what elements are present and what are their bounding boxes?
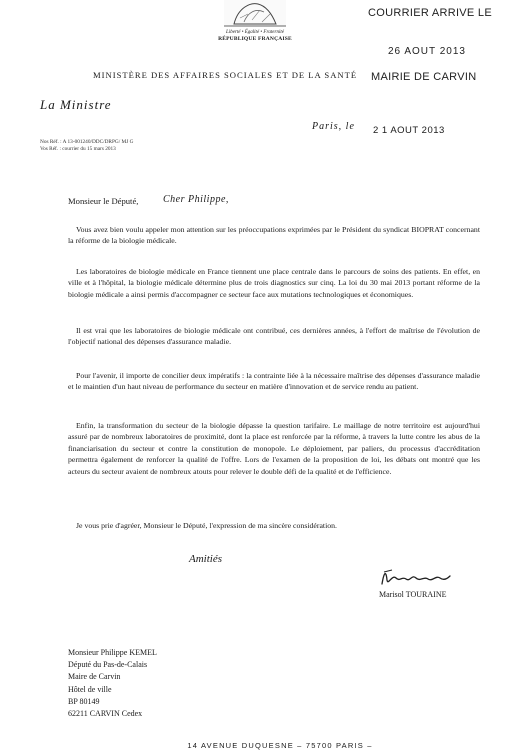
recipient-line: Maire de Carvin bbox=[68, 672, 121, 682]
minister-title: La Ministre bbox=[40, 97, 112, 112]
footer-address: 14 AVENUE DUQUESNE – 75700 PARIS – bbox=[187, 741, 373, 750]
signatory-name: Marisol TOURAINE bbox=[379, 590, 447, 599]
signature-icon bbox=[378, 566, 454, 588]
date-stamp: 2 1 AOUT 2013 bbox=[373, 125, 445, 136]
reference-ours: Nos Réf. : A 13-001240/DDC/DRPG/ MJ G bbox=[40, 139, 134, 145]
arrival-stamp-mairie: MAIRIE DE CARVIN bbox=[371, 71, 477, 83]
ministry-name: MINISTÈRE DES AFFAIRES SOCIALES ET DE LA SANTÉ bbox=[93, 70, 358, 80]
marianne-logo-icon bbox=[214, 0, 296, 30]
arrival-stamp-label: COURRIER ARRIVE LE bbox=[368, 7, 492, 19]
paragraph-5: Enfin, la transformation du secteur de la biologie dépasse la question tarifaire. Le maillage de notre territoire est aujourd'hui assuré par de nombreux laboratoires de proximité, dont la place est renforcée par la réforme, à travers la lutte contre les abus de la financiarisation du secteur et contre la constitution de monopole. Le déploiement, par paliers, du processus d'accréditation permettra également de renforcer la qualité de l'offre. Lors de l'examen de la proposition de loi, les débats ont montré que les acteurs du secteur avaient de nombreux atouts pour relever le double défi de la qualité et de l'efficience. bbox=[68, 421, 480, 476]
recipient-address bbox=[68, 647, 157, 720]
recipient-line: Député du Pas-de-Calais bbox=[68, 660, 148, 670]
paragraph-3: Il est vrai que les laboratoires de biologie médicale ont contribué, ces dernières années, à l'effort de maîtrise de l'évolution de l'objectif national des dépenses d'assurance maladie. bbox=[68, 326, 480, 347]
references bbox=[40, 139, 133, 153]
paragraph-2: Les laboratoires de biologie médicale en France tiennent une place centrale dans le parcours de soins des patients. En effet, en ville et à l'hôpital, la biologie médicale détermine plus de trois diagnostics sur cinq. La loi du 30 mai 2013 portant réforme de la biologie médicale a ainsi permis d'accompagner ce secteur face aux mutations technologiques et économiques. bbox=[68, 267, 480, 299]
recipient-line: Monsieur Philippe KEMEL bbox=[68, 648, 157, 657]
handwritten-note: Cher Philippe, bbox=[163, 194, 229, 205]
paragraph-closing: Je vous prie d'agréer, Monsieur le Député, l'expression de ma sincère considération. bbox=[76, 521, 338, 530]
paragraph-1: Vous avez bien voulu appeler mon attention sur les préoccupations exprimées par le Président du syndicat BIOPRAT concernant la réforme de la biologie médicale. bbox=[68, 225, 480, 246]
place-date-prefix: Paris, le bbox=[312, 121, 355, 132]
republic-name: RÉPUBLIQUE FRANÇAISE bbox=[218, 36, 292, 42]
recipient-line: 62211 CARVIN Cedex bbox=[68, 709, 143, 719]
reference-yours: Vos Réf. : courrier du 15 mars 2013 bbox=[40, 146, 116, 152]
handwritten-greeting: Amitiés bbox=[189, 553, 222, 565]
arrival-stamp-date: 26 AOUT 2013 bbox=[388, 46, 466, 57]
recipient-line: BP 80149 bbox=[68, 696, 100, 706]
recipient-line: Hôtel de ville bbox=[68, 684, 112, 694]
salutation: Monsieur le Député, bbox=[68, 196, 139, 206]
paragraph-4: Pour l'avenir, il importe de concilier deux impératifs : la contrainte liée à la nécessaire maîtrise des dépenses d'assurance maladie et le maintien d'un haut niveau de performance du secteur en matière d'innovation et de service rendu au patient. bbox=[68, 371, 480, 392]
republic-motto: Liberté • Égalité • Fraternité bbox=[226, 30, 284, 35]
